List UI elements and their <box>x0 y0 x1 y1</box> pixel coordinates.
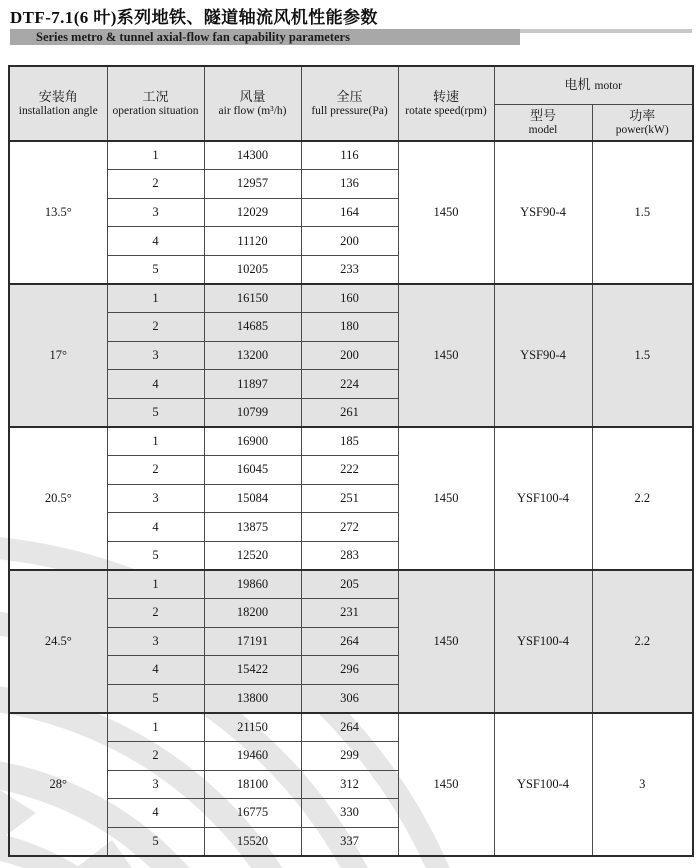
cell-rotate-speed: 1450 <box>398 713 494 856</box>
cell-operation-situation: 3 <box>107 341 204 370</box>
header-full-pressure <box>301 66 398 141</box>
cell-full-pressure: 222 <box>301 456 398 485</box>
cell-air-flow: 15422 <box>204 656 301 685</box>
cell-air-flow: 19460 <box>204 741 301 770</box>
cell-operation-situation: 3 <box>107 484 204 513</box>
cell-air-flow: 15520 <box>204 827 301 856</box>
cell-operation-situation: 3 <box>107 198 204 227</box>
cell-operation-situation: 5 <box>107 827 204 856</box>
cell-air-flow: 16775 <box>204 799 301 828</box>
table-row-group2-situation1 <box>9 427 693 456</box>
cell-full-pressure: 180 <box>301 313 398 342</box>
header-full-pressure-en: full pressure(Pa) <box>311 105 388 118</box>
header-motor-zh: 电机 <box>564 77 591 93</box>
cell-installation-angle: 13.5° <box>9 141 107 284</box>
cell-operation-situation: 3 <box>107 627 204 656</box>
cell-operation-situation: 2 <box>107 456 204 485</box>
cell-rotate-speed: 1450 <box>398 141 494 284</box>
header-power-zh: 功率 <box>629 107 656 123</box>
table-row-group4-situation1 <box>9 713 693 742</box>
cell-rotate-speed: 1450 <box>398 570 494 713</box>
cell-motor-power: 2.2 <box>592 570 693 713</box>
cell-operation-situation: 1 <box>107 141 204 170</box>
cell-full-pressure: 272 <box>301 513 398 542</box>
header-motor-en: motor <box>594 80 622 93</box>
cell-motor-power: 2.2 <box>592 427 693 570</box>
cell-full-pressure: 251 <box>301 484 398 513</box>
cell-air-flow: 10799 <box>204 398 301 427</box>
cell-operation-situation: 4 <box>107 656 204 685</box>
header-motor <box>494 66 693 104</box>
header-installation-angle <box>9 66 107 141</box>
cell-operation-situation: 5 <box>107 398 204 427</box>
cell-operation-situation: 1 <box>107 713 204 742</box>
cell-air-flow: 13200 <box>204 341 301 370</box>
cell-air-flow: 12029 <box>204 198 301 227</box>
cell-operation-situation: 2 <box>107 313 204 342</box>
cell-motor-model: YSF100-4 <box>494 713 592 856</box>
cell-full-pressure: 306 <box>301 684 398 713</box>
cell-installation-angle: 28° <box>9 713 107 856</box>
cell-air-flow: 11897 <box>204 370 301 399</box>
cell-operation-situation: 2 <box>107 170 204 199</box>
cell-installation-angle: 20.5° <box>9 427 107 570</box>
cell-operation-situation: 4 <box>107 799 204 828</box>
cell-air-flow: 14300 <box>204 141 301 170</box>
cell-full-pressure: 231 <box>301 599 398 628</box>
cell-air-flow: 16900 <box>204 427 301 456</box>
header-power <box>592 104 693 141</box>
cell-full-pressure: 283 <box>301 541 398 570</box>
cell-full-pressure: 185 <box>301 427 398 456</box>
cell-full-pressure: 205 <box>301 570 398 599</box>
cell-operation-situation: 5 <box>107 255 204 284</box>
cell-installation-angle: 17° <box>9 284 107 427</box>
cell-operation-situation: 2 <box>107 741 204 770</box>
cell-air-flow: 10205 <box>204 255 301 284</box>
cell-air-flow: 12957 <box>204 170 301 199</box>
cell-full-pressure: 337 <box>301 827 398 856</box>
table-row-group0-situation1 <box>9 141 693 170</box>
header-air-flow <box>204 66 301 141</box>
cell-air-flow: 17191 <box>204 627 301 656</box>
header-installation-angle-en: installation angle <box>18 105 98 118</box>
cell-air-flow: 13875 <box>204 513 301 542</box>
cell-full-pressure: 116 <box>301 141 398 170</box>
table-row-group3-situation1 <box>9 570 693 599</box>
cell-motor-model: YSF100-4 <box>494 427 592 570</box>
fan-parameters-table <box>8 65 694 857</box>
cell-air-flow: 13800 <box>204 684 301 713</box>
cell-air-flow: 19860 <box>204 570 301 599</box>
cell-air-flow: 18200 <box>204 599 301 628</box>
cell-operation-situation: 4 <box>107 513 204 542</box>
cell-motor-power: 1.5 <box>592 141 693 284</box>
cell-operation-situation: 4 <box>107 227 204 256</box>
header-rotate-speed <box>398 66 494 141</box>
header-operation-situation-zh: 工况 <box>142 88 169 104</box>
header-full-pressure-zh: 全压 <box>336 88 363 104</box>
cell-installation-angle: 24.5° <box>9 570 107 713</box>
header-power-en: power(kW) <box>615 123 669 136</box>
cell-full-pressure: 261 <box>301 398 398 427</box>
header-installation-angle-zh: 安装角 <box>38 88 78 104</box>
cell-operation-situation: 5 <box>107 684 204 713</box>
cell-full-pressure: 299 <box>301 741 398 770</box>
cell-air-flow: 16150 <box>204 284 301 313</box>
header-rotate-speed-zh: 转速 <box>432 88 459 104</box>
cell-motor-power: 1.5 <box>592 284 693 427</box>
cell-operation-situation: 3 <box>107 770 204 799</box>
cell-full-pressure: 200 <box>301 227 398 256</box>
header-air-flow-en: air flow (m³/h) <box>218 105 287 118</box>
table-body <box>9 141 693 856</box>
cell-air-flow: 18100 <box>204 770 301 799</box>
cell-full-pressure: 296 <box>301 656 398 685</box>
cell-operation-situation: 1 <box>107 284 204 313</box>
cell-motor-power: 3 <box>592 713 693 856</box>
cell-motor-model: YSF100-4 <box>494 570 592 713</box>
cell-air-flow: 14685 <box>204 313 301 342</box>
cell-full-pressure: 264 <box>301 713 398 742</box>
table-header <box>9 66 693 141</box>
cell-full-pressure: 312 <box>301 770 398 799</box>
header-model-zh: 型号 <box>529 107 556 123</box>
cell-operation-situation: 5 <box>107 541 204 570</box>
cell-rotate-speed: 1450 <box>398 284 494 427</box>
cell-full-pressure: 264 <box>301 627 398 656</box>
cell-motor-model: YSF90-4 <box>494 141 592 284</box>
header-air-flow-zh: 风量 <box>239 88 266 104</box>
cell-air-flow: 12520 <box>204 541 301 570</box>
cell-full-pressure: 160 <box>301 284 398 313</box>
cell-rotate-speed: 1450 <box>398 427 494 570</box>
cell-full-pressure: 200 <box>301 341 398 370</box>
subtitle-text: Series metro & tunnel axial-flow fan capability parameters <box>36 29 350 44</box>
cell-operation-situation: 1 <box>107 570 204 599</box>
header-operation-situation-en: operation situation <box>112 105 199 118</box>
header-model-en: model <box>528 123 558 136</box>
header-rotate-speed-en: rotate speed(rpm) <box>405 105 487 118</box>
cell-air-flow: 11120 <box>204 227 301 256</box>
header-operation-situation <box>107 66 204 141</box>
header-model <box>494 104 592 141</box>
cell-full-pressure: 164 <box>301 198 398 227</box>
page-title: DTF-7.1(6 叶)系列地铁、隧道轴流风机性能参数 <box>10 8 378 27</box>
cell-full-pressure: 224 <box>301 370 398 399</box>
cell-full-pressure: 136 <box>301 170 398 199</box>
cell-full-pressure: 330 <box>301 799 398 828</box>
cell-air-flow: 16045 <box>204 456 301 485</box>
cell-operation-situation: 1 <box>107 427 204 456</box>
cell-air-flow: 15084 <box>204 484 301 513</box>
table-row-group1-situation1 <box>9 284 693 313</box>
subtitle-bar <box>10 29 520 45</box>
cell-operation-situation: 4 <box>107 370 204 399</box>
cell-motor-model: YSF90-4 <box>494 284 592 427</box>
cell-operation-situation: 2 <box>107 599 204 628</box>
cell-air-flow: 21150 <box>204 713 301 742</box>
cell-full-pressure: 233 <box>301 255 398 284</box>
